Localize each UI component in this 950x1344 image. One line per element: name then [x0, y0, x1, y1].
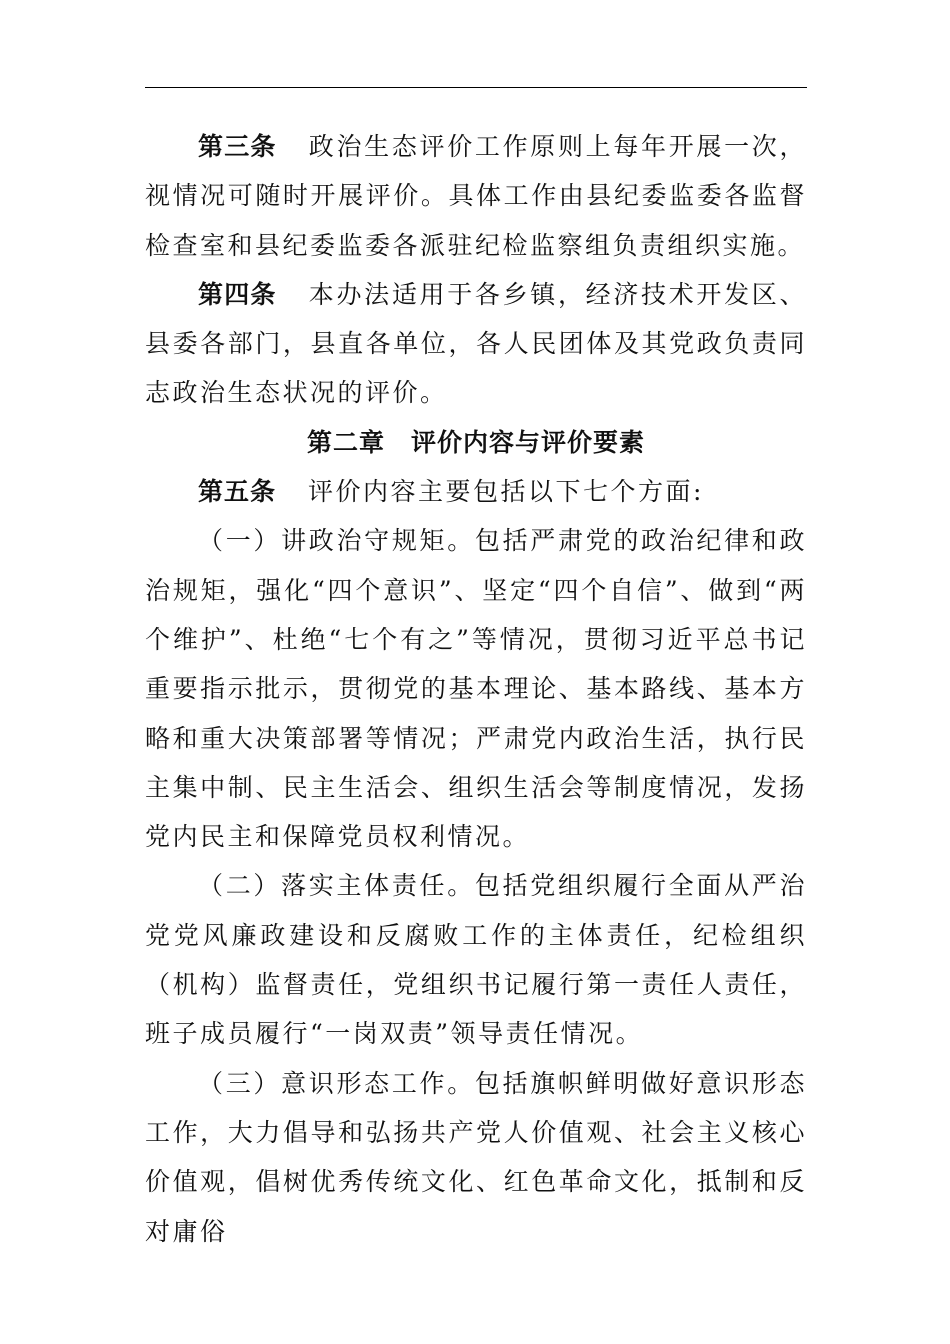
- chapter-heading: [145, 418, 807, 467]
- article-5-paragraph: [145, 467, 807, 516]
- article-3-label: 第三条: [198, 132, 277, 161]
- document-body: [145, 122, 807, 1256]
- item-2-paragraph: （二）落实主体责任。包括党组织履行全面从严治党党风廉政建设和反腐败工作的主体责任，纪检组织（机构）监督责任，党组织书记履行第一责任人责任，班子成员履行“一岗双责”领导责任情况。: [145, 871, 807, 1049]
- chapter-number: 第二章: [306, 427, 385, 457]
- item-3-paragraph: （三）意识形态工作。包括旗帜鲜明做好意识形态工作，大力倡导和弘扬共产党人价值观、社会主义核心价值观，倡树优秀传统文化、红色革命文化，抵制和反对庸俗: [145, 1068, 807, 1246]
- article-5-text: 评价内容主要包括以下七个方面:: [308, 477, 704, 507]
- article-4-paragraph: [145, 270, 807, 418]
- article-5-label: 第五条: [198, 477, 277, 507]
- article-3-paragraph: [145, 122, 807, 270]
- article-3-text: 政治生态评价工作原则上每年开展一次，视情况可随时开展评价。具体工作由县纪委监委各监督检查室和县纪委监委各派驻纪检监察组负责组织实施。: [145, 132, 807, 260]
- item-1-paragraph: （一）讲政治守规矩。包括严肃党的政治纪律和政治规矩，强化“四个意识”、坚定“四个自信”、做到“两个维护”、杜绝“七个有之”等情况，贯彻习近平总书记重要指示批示，贯彻党的基本理论、基本路线、基本方略和重大决策部署等情况；严肃党内政治生活，执行民主集中制、民主生活会、组织生活会等制度情况，发扬党内民主和保障党员权利情况。: [145, 526, 807, 852]
- chapter-title: 评价内容与评价要素: [411, 427, 646, 457]
- article-4-label: 第四条: [198, 279, 277, 309]
- header-rule: [145, 87, 807, 88]
- article-4-text: 本办法适用于各乡镇，经济技术开发区、县委各部门，县直各单位，各人民团体及其党政负责同志政治生态状况的评价。: [145, 279, 807, 408]
